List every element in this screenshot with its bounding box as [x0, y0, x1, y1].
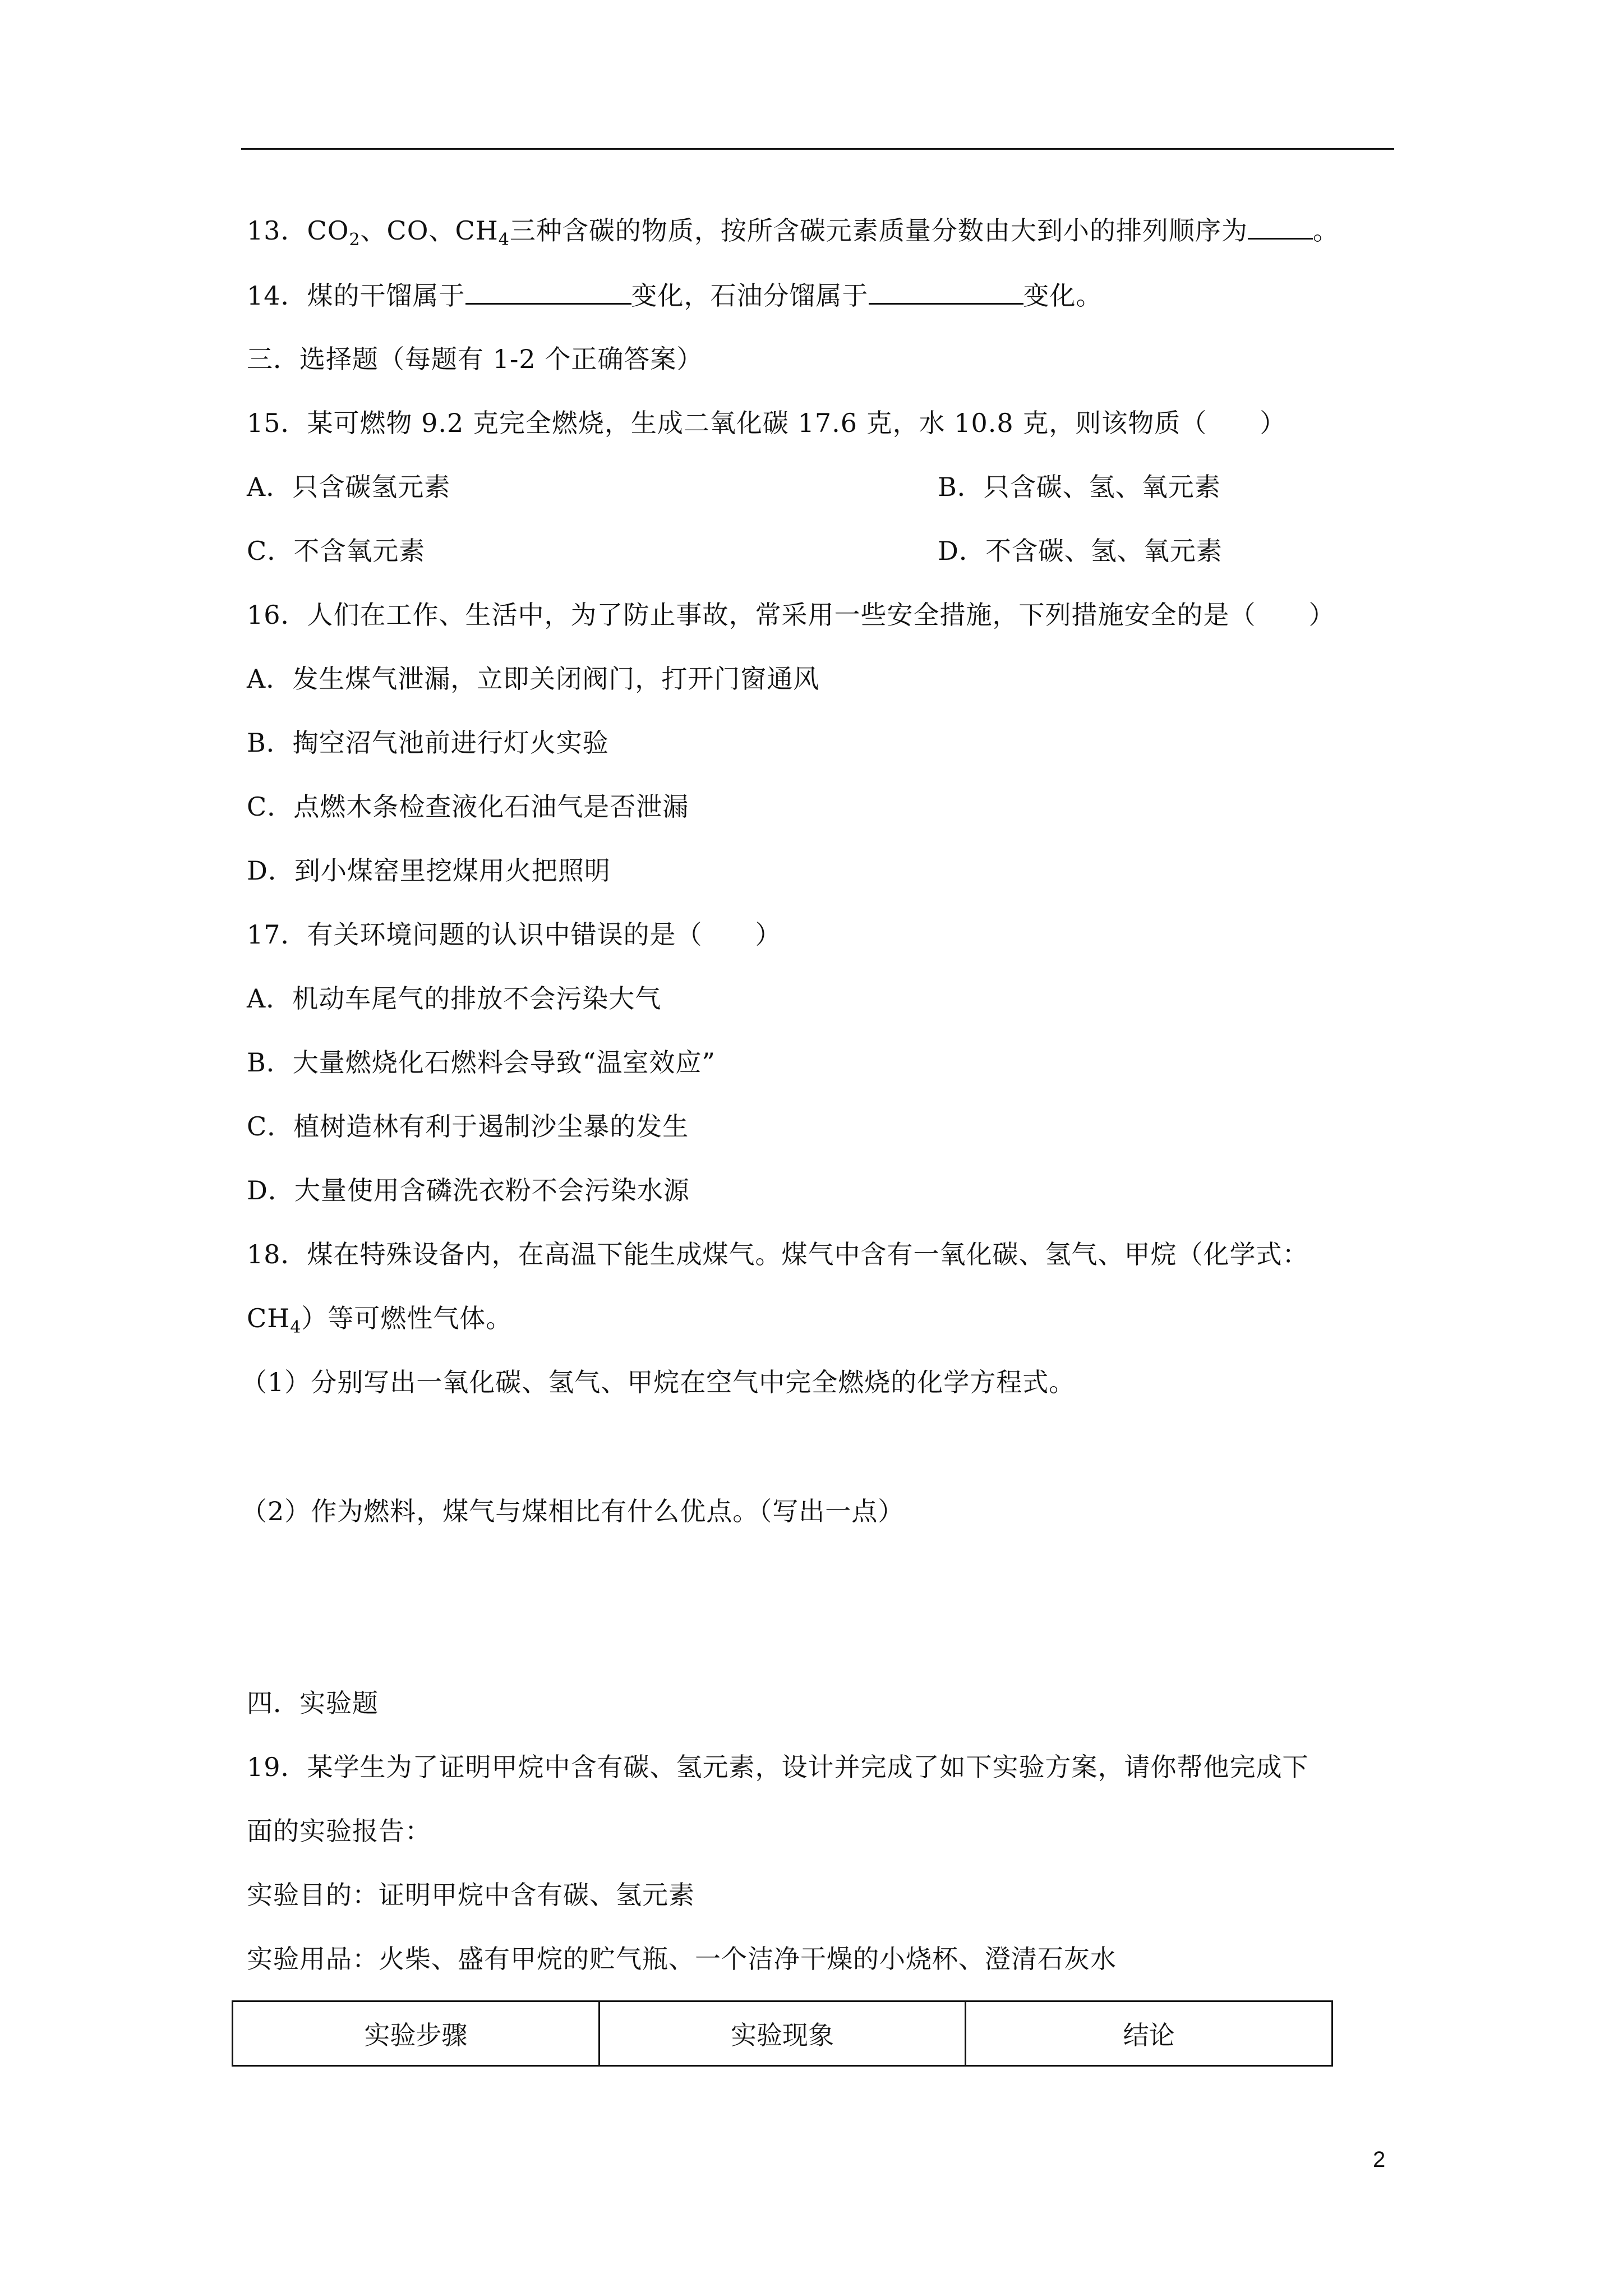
- section-3-title: 三．选择题（每题有 1-2 个正确答案）: [247, 344, 703, 374]
- table-header-steps: 实验步骤: [233, 2002, 600, 2065]
- q17-option-c[interactable]: C．植树造林有利于遏制沙尘暴的发生: [247, 1111, 689, 1142]
- q16-option-c[interactable]: C．点燃木条检查液化石油气是否泄漏: [247, 792, 689, 822]
- q13-text-pre: 13．CO: [247, 215, 349, 246]
- experiment-materials: 实验用品：火柴、盛有甲烷的贮气瓶、一个洁净干燥的小烧杯、澄清石灰水: [247, 1944, 1117, 1974]
- q13-text-end: 。: [1312, 215, 1339, 246]
- q18-subscript: 4: [290, 1318, 302, 1338]
- question-18-sub-2: （2）作为燃料，煤气与煤相比有什么优点。（写出一点）: [241, 1496, 905, 1526]
- q13-subscript-1: 2: [349, 230, 361, 250]
- q15-option-a[interactable]: A．只含碳氢元素: [247, 472, 451, 502]
- question-19-line-2: 面的实验报告：: [247, 1816, 431, 1846]
- q17-option-d[interactable]: D．大量使用含磷洗衣粉不会污染水源: [247, 1175, 690, 1205]
- q17-option-a[interactable]: A．机动车尾气的排放不会污染大气: [247, 983, 662, 1014]
- question-13: [247, 213, 1339, 250]
- question-17-stem: 17．有关环境问题的认识中错误的是（ ）: [247, 919, 782, 950]
- q16-option-a[interactable]: A．发生煤气泄漏，立即关闭阀门，打开门窗通风: [247, 664, 820, 694]
- section-4-title: 四．实验题: [247, 1688, 379, 1718]
- q15-option-c[interactable]: C．不含氧元素: [247, 536, 426, 566]
- q18-line-2-text: ）等可燃性气体。: [301, 1303, 513, 1333]
- question-15-options-row-1: [247, 470, 1221, 504]
- question-15-stem: 15．某可燃物 9.2 克完全燃烧，生成二氧化碳 17.6 克，水 10.8 克，则该物质（ ）: [247, 408, 1287, 438]
- q15-option-d[interactable]: D．不含碳、氢、氧元素: [938, 536, 1223, 566]
- q14-answer-blank-1[interactable]: [465, 278, 631, 305]
- question-18-line-1: 18．煤在特殊设备内，在高温下能生成煤气。煤气中含有一氧化碳、氢气、甲烷（化学式：: [247, 1239, 1309, 1269]
- question-18-line-2: [247, 1301, 513, 1338]
- page-number: 2: [1373, 2147, 1386, 2172]
- question-16-stem: 16．人们在工作、生活中，为了防止事故，常采用一些安全措施，下列措施安全的是（ ）: [247, 600, 1335, 630]
- q15-option-b[interactable]: B．只含碳、氢、氧元素: [938, 472, 1221, 502]
- experiment-purpose: 实验目的：证明甲烷中含有碳、氢元素: [247, 1880, 695, 1910]
- table-header-conclusion: 结论: [1123, 2020, 1175, 2050]
- question-15-options-row-2: [247, 534, 1223, 568]
- question-19-line-1: 19．某学生为了证明甲烷中含有碳、氢元素，设计并完成了如下实验方案，请你帮他完成下: [247, 1752, 1309, 1782]
- q18-formula: CH: [247, 1303, 291, 1333]
- q13-text-mid: 、CO、CH: [360, 215, 499, 246]
- q13-subscript-2: 4: [498, 230, 510, 250]
- header-rule: [241, 148, 1394, 150]
- question-18-sub-1: （1）分别写出一氧化碳、氢气、甲烷在空气中完全燃烧的化学方程式。: [241, 1367, 1076, 1397]
- q16-option-d[interactable]: D．到小煤窑里挖煤用火把照明: [247, 855, 611, 886]
- q17-option-b[interactable]: B．大量燃烧化石燃料会导致“温室效应”: [247, 1047, 716, 1078]
- question-14: [247, 278, 1103, 312]
- q14-text-1: 14．煤的干馏属于: [247, 280, 465, 311]
- q14-answer-blank-2[interactable]: [869, 278, 1023, 305]
- q14-text-2: 变化，石油分馏属于: [631, 280, 869, 311]
- table-header-phenomena: 实验现象: [600, 2002, 967, 2065]
- experiment-report-table: [232, 2000, 1333, 2067]
- q14-text-3: 变化。: [1023, 280, 1103, 311]
- q13-text-post: 三种含碳的物质，按所含碳元素质量分数由大到小的排列顺序为: [509, 215, 1248, 246]
- q13-answer-blank[interactable]: [1248, 213, 1313, 240]
- q16-option-b[interactable]: B．掏空沼气池前进行灯火实验: [247, 728, 609, 758]
